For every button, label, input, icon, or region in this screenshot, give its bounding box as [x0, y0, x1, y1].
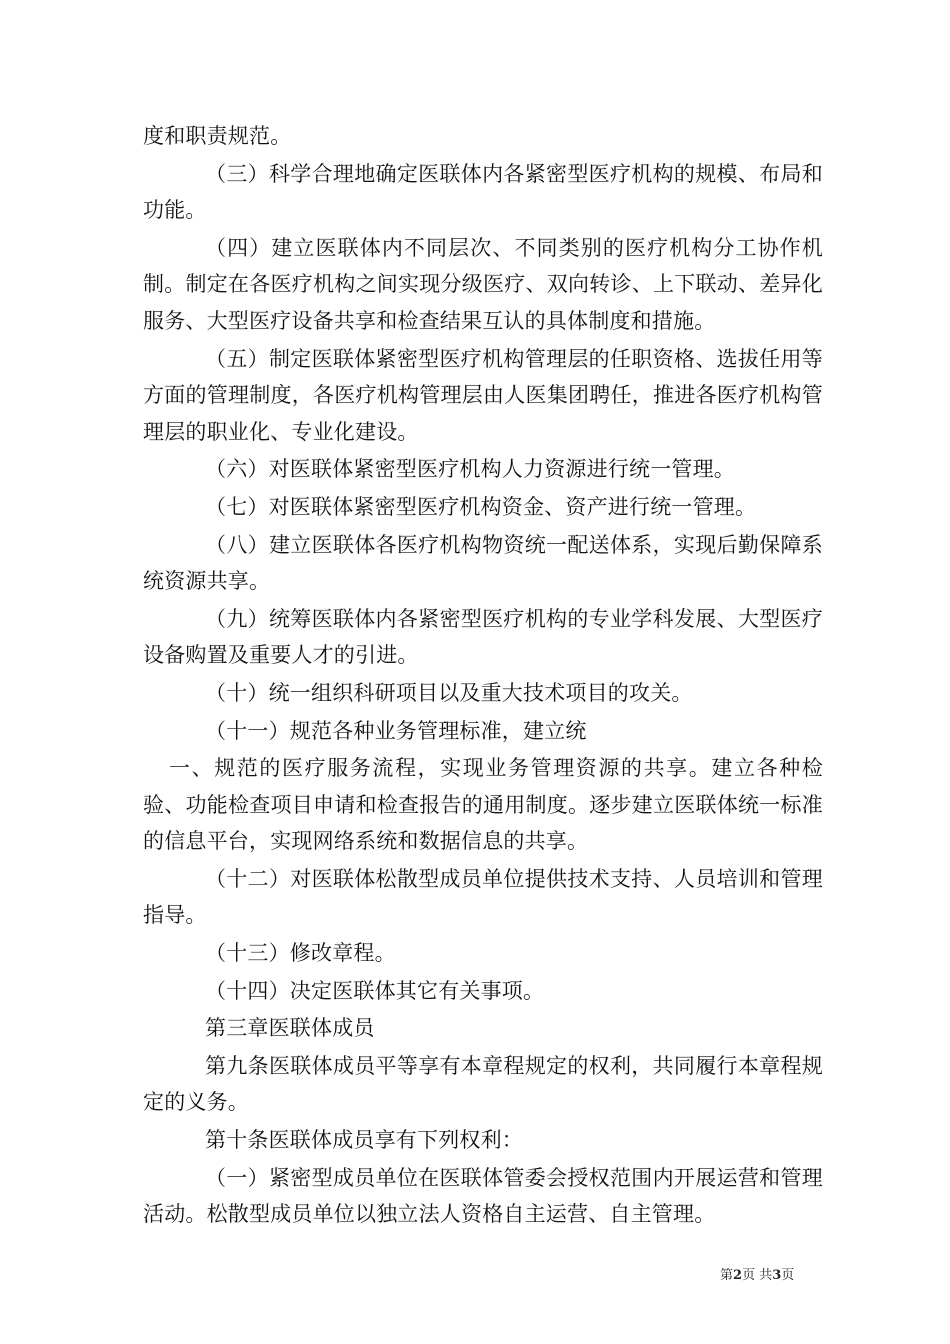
footer-middle: 页 共 — [742, 1268, 773, 1283]
paragraph-6: （八）建立医联体各医疗机构物资统一配送体系，实现后勤保障系统资源共享。 — [143, 532, 823, 594]
paragraph-15: 第九条医联体成员平等享有本章程规定的权利，共同履行本章程规定的义务。 — [143, 1053, 823, 1115]
footer-current-page: 2 — [733, 1268, 743, 1283]
paragraph-4: （六）对医联体紧密型医疗机构人力资源进行统一管理。 — [205, 457, 735, 482]
paragraph-17: （一）紧密型成员单位在医联体管委会授权范围内开展运营和管理活动。松散型成员单位以独立法人资格自主运营、自主管理。 — [143, 1165, 823, 1227]
footer-total-pages: 3 — [772, 1268, 782, 1283]
document-body — [143, 118, 823, 1234]
paragraph-0: 度和职责规范。 — [143, 124, 292, 148]
paragraph-12: （十三）修改章程。 — [205, 941, 396, 966]
paragraph-5: （七）对医联体紧密型医疗机构资金、资产进行统一管理。 — [205, 494, 757, 519]
page-number-footer — [720, 1268, 794, 1284]
paragraph-10: 一、规范的医疗服务流程，实现业务管理资源的共享。建立各种检验、功能检查项目申请和检查报告的通用制度。逐步建立医联体统一标准的信息平台，实现网络系统和数据信息的共享。 — [143, 756, 823, 854]
paragraph-1: （三）科学合理地确定医联体内各紧密型医疗机构的规模、布局和功能。 — [143, 161, 823, 223]
paragraph-2: （四）建立医联体内不同层次、不同类别的医疗机构分工协作机制。制定在各医疗机构之间实现分级医疗、双向转诊、上下联动、差异化服务、大型医疗设备共享和检查结果互认的具体制度和措施。 — [143, 235, 823, 333]
footer-prefix: 第 — [720, 1268, 734, 1283]
footer-suffix: 页 — [781, 1268, 795, 1283]
paragraph-16: 第十条医联体成员享有下列权利： — [205, 1128, 523, 1153]
paragraph-13: （十四）决定医联体其它有关事项。 — [205, 978, 545, 1003]
paragraph-7: （九）统筹医联体内各紧密型医疗机构的专业学科发展、大型医疗设备购置及重要人才的引进。 — [143, 606, 823, 668]
paragraph-11: （十二）对医联体松散型成员单位提供技术支持、人员培训和管理指导。 — [143, 866, 823, 928]
chapter-heading: 第三章医联体成员 — [205, 1016, 375, 1041]
paragraph-3: （五）制定医联体紧密型医疗机构管理层的任职资格、选拔任用等方面的管理制度，各医疗机构管理层由人医集团聘任，推进各医疗机构管理层的职业化、专业化建设。 — [143, 346, 823, 444]
paragraph-8: （十）统一组织科研项目以及重大技术项目的攻关。 — [205, 680, 693, 705]
paragraph-9: （十一）规范各种业务管理标准，建立统 — [205, 718, 587, 743]
